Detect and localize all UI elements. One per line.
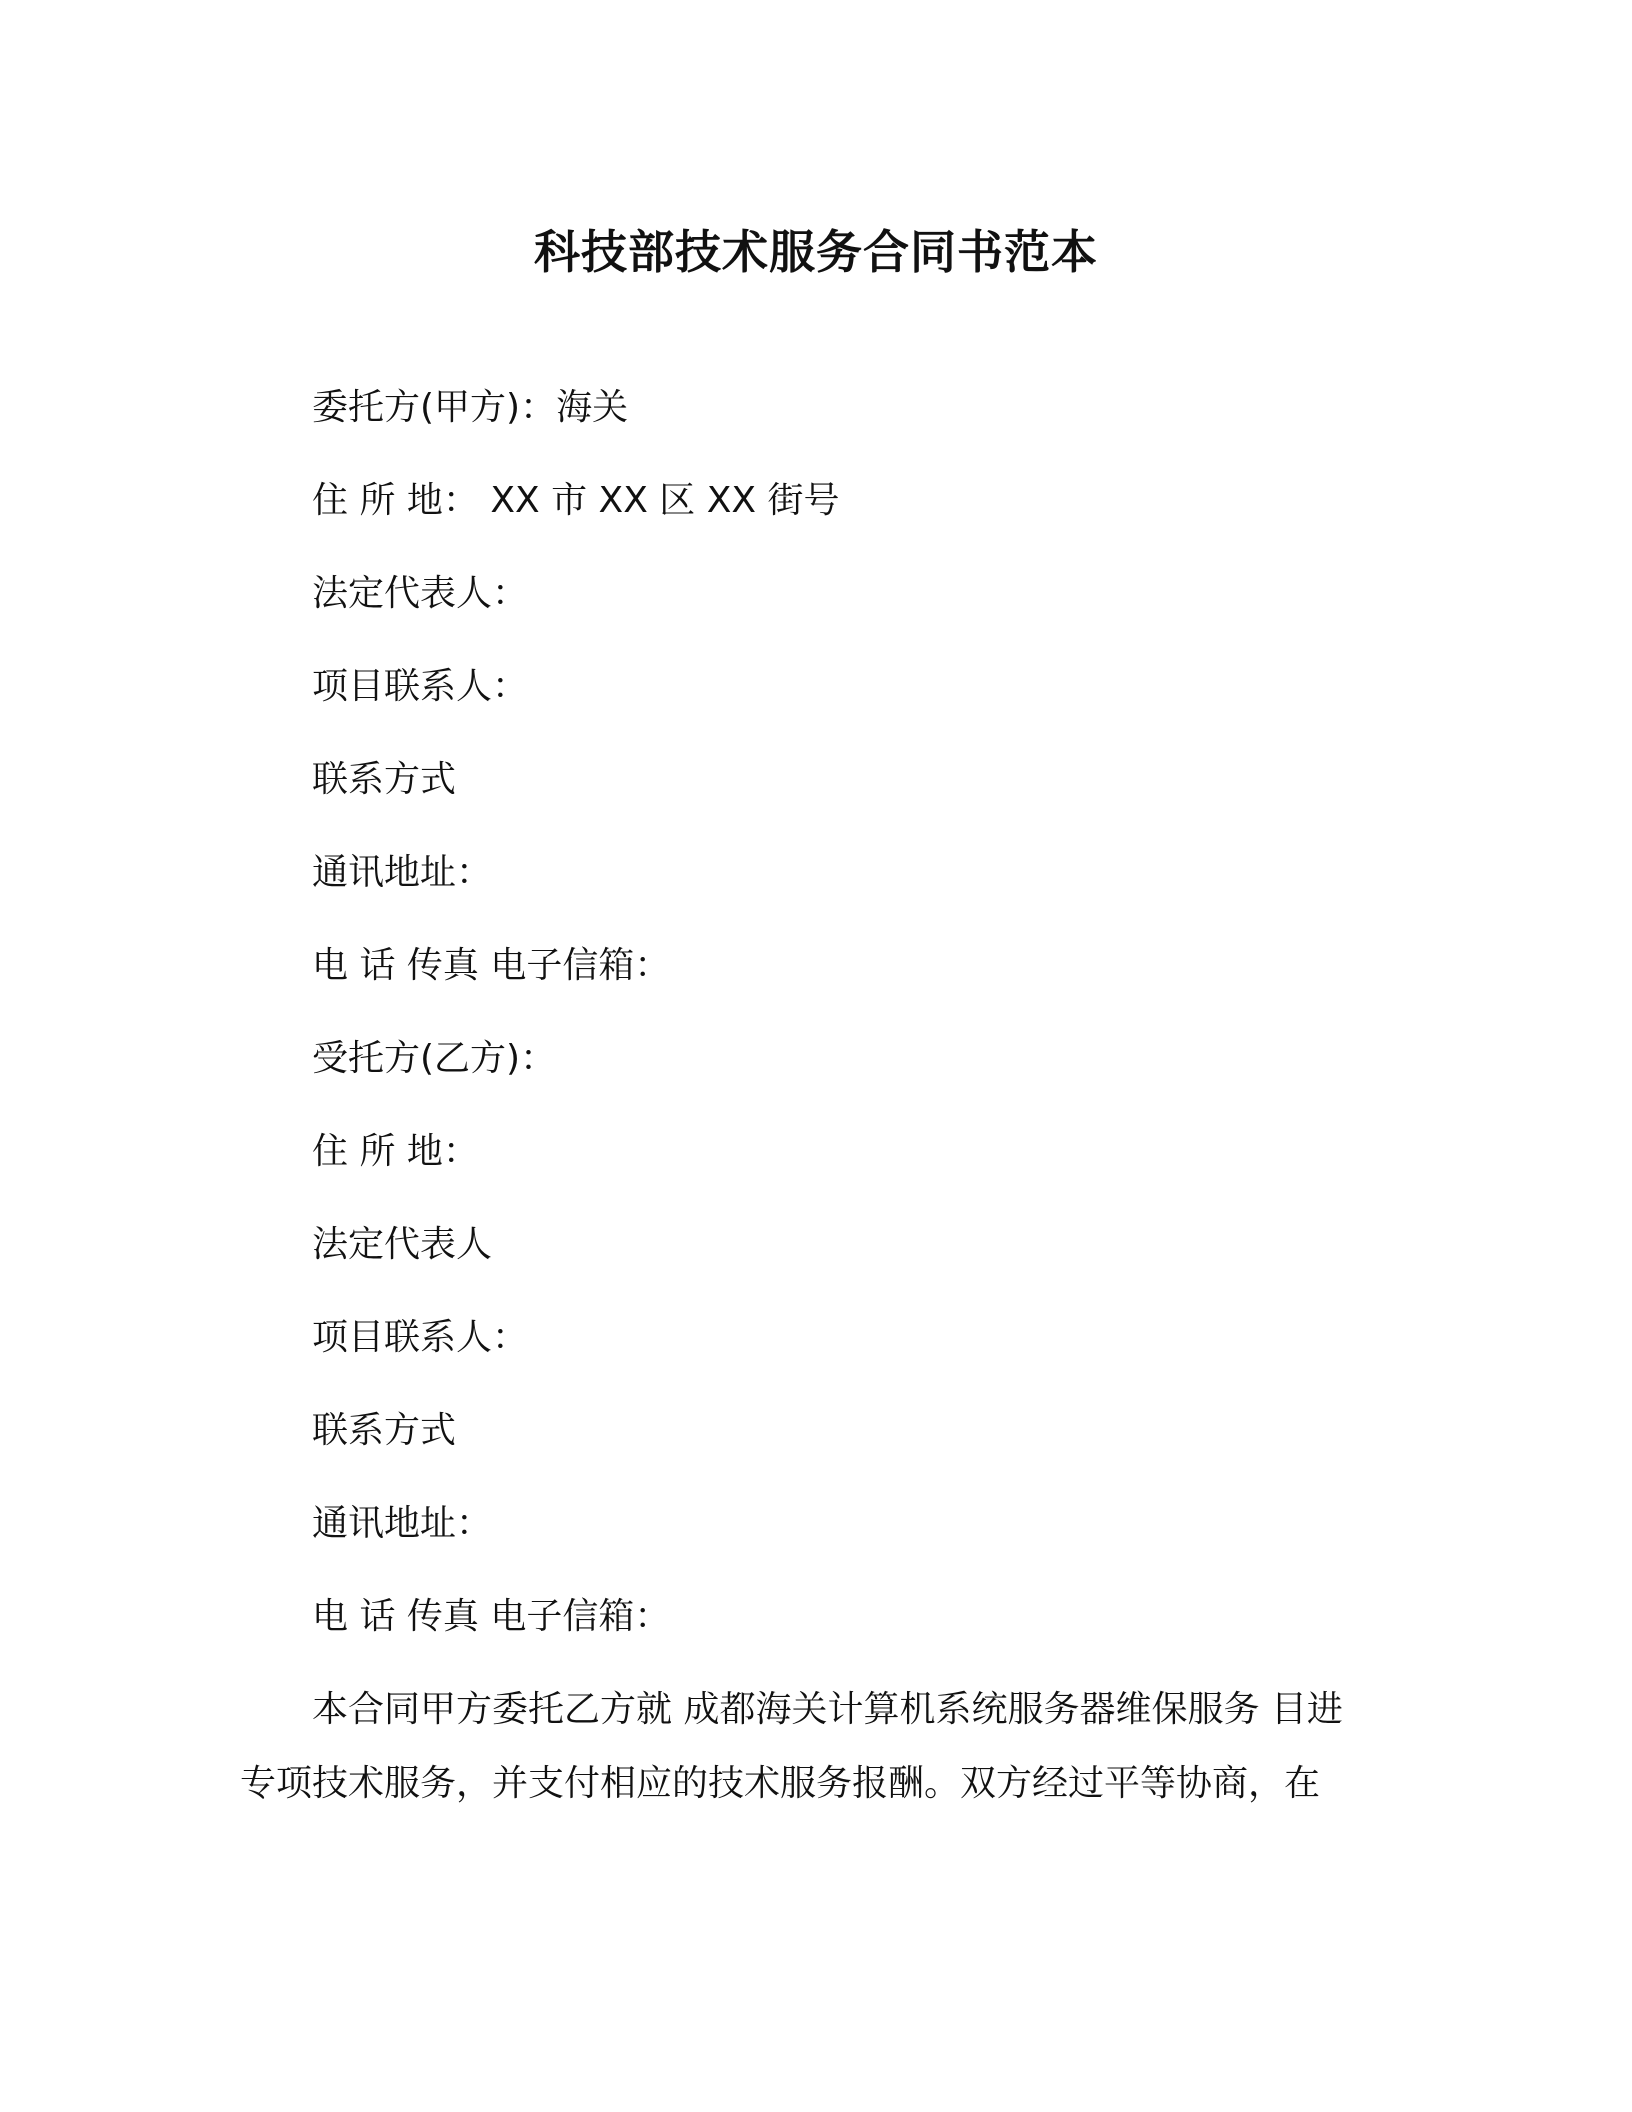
party-b-contact-person: 项目联系人： [312,1317,529,1358]
body-paragraph-line-1: 本合同甲方委托乙方就 成都海关计算机系统服务器维保服务 目进 [312,1689,1343,1730]
party-a-contact-person: 项目联系人： [312,666,529,707]
party-a-address: 住 所 地： XX 市 XX 区 XX 街号 [312,480,840,521]
party-a-client: 委托方(甲方)：海关 [312,387,629,428]
party-b-legal-rep: 法定代表人 [312,1224,493,1265]
party-b-address: 住 所 地： [312,1131,479,1172]
party-a-mailing-address: 通讯地址： [312,852,493,893]
party-b-contact-method: 联系方式 [312,1410,457,1451]
party-a-phone-fax-email: 电 话 传真 电子信箱： [312,945,671,986]
party-a-contact-method: 联系方式 [312,759,457,800]
party-b-mailing-address: 通讯地址： [312,1503,493,1544]
party-b-trustee: 受托方(乙方)： [312,1038,557,1079]
party-b-phone-fax-email: 电 话 传真 电子信箱： [312,1596,671,1637]
body-paragraph-line-2: 专项技术服务，并支付相应的技术服务报酬。双方经过平等协商，在 [240,1763,1321,1804]
party-a-legal-rep: 法定代表人： [312,573,529,614]
document-title: 科技部技术服务合同书范本 [534,225,1098,279]
